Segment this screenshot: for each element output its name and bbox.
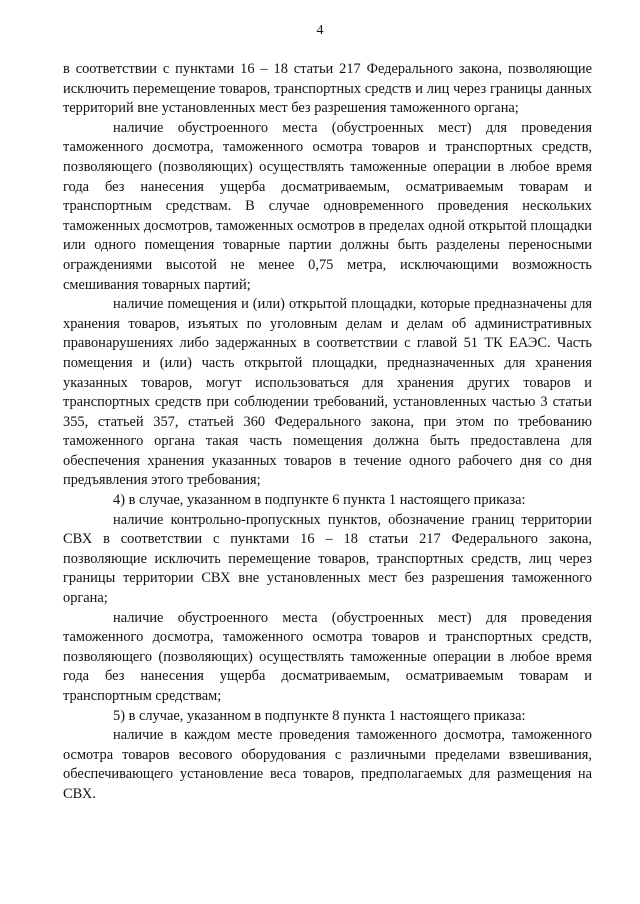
- paragraph-checkpoints: наличие контрольно-пропускных пунктов, обозначение границ территории СВХ в соответствии с пунктами 16 – 18 статьи 217 Федерального закона, позволяющие исключить перемещение товаров, транспортных средств, лиц через границы территории СВХ вне установленных мест без разрешения таможенного органа;: [63, 511, 592, 607]
- paragraph-continuation: в соответствии с пунктами 16 – 18 статьи 217 Федерального закона, позволяющие исключить перемещение товаров, транспортных средств и лиц через границы данных территорий вне установленных мест без разрешения таможенного органа;: [63, 61, 592, 117]
- paragraph-case-4-heading: 4) в случае, указанном в подпункте 6 пункта 1 настоящего приказа:: [113, 492, 526, 509]
- paragraph-weighing-equipment: наличие в каждом месте проведения таможенного досмотра, таможенного осмотра товаров весового оборудования с различными пределами взвешивания, обеспечивающего установление веса товаров, предполагаемых для размещения на СВХ.: [63, 727, 592, 802]
- paragraph-inspection-place: наличие обустроенного места (обустроенных мест) для проведения таможенного досмотра, таможенного осмотра товаров и транспортных средств, позволяющего (позволяющих) осуществлять таможенные операции в любое время года без нанесения ущерба досматриваемым, осматриваемым товарам и транспортным средствам. В случае одновременного проведения нескольких таможенных досмотров, таможенных осмотров в пределах одной открытой площадки или одного помещения товарные партии должны быть разделены переносными ограждениями высотой не менее 0,75 метра, исключающими возможность смешивания товарных партий;: [63, 119, 592, 293]
- paragraph-inspection-place-2: наличие обустроенного места (обустроенных мест) для проведения таможенного досмотра, таможенного осмотра товаров и транспортных средств, позволяющего (позволяющих) осуществлять таможенные операции в любое время года без нанесения ущерба досматриваемым, осматриваемым товарам и транспортным средствам;: [63, 609, 592, 704]
- paragraph-case-5-heading: 5) в случае, указанном в подпункте 8 пункта 1 настоящего приказа:: [113, 707, 526, 724]
- paragraph-storage-premises: наличие помещения и (или) открытой площадки, которые предназначены для хранения товаров, изъятых по уголовным делам и делам об административных правонарушениях либо задержанных в соответствии с главой 51 ТК ЕАЭС. Часть помещения и (или) часть открытой площадки, предназначенных для хранения указанных товаров, могут использоваться для хранения других товаров и транспортных средств при соблюдении требований, установленных частью 3 статьи 355, статьей 357, статьей 360 Федерального закона, при этом по требованию таможенного органа такая часть помещения должна быть предоставлена для обеспечения хранения указанных товаров в течение одного рабочего дня со дня предъявления этого требования;: [63, 296, 592, 489]
- document-body: [63, 60, 592, 805]
- page-number: 4: [316, 23, 324, 38]
